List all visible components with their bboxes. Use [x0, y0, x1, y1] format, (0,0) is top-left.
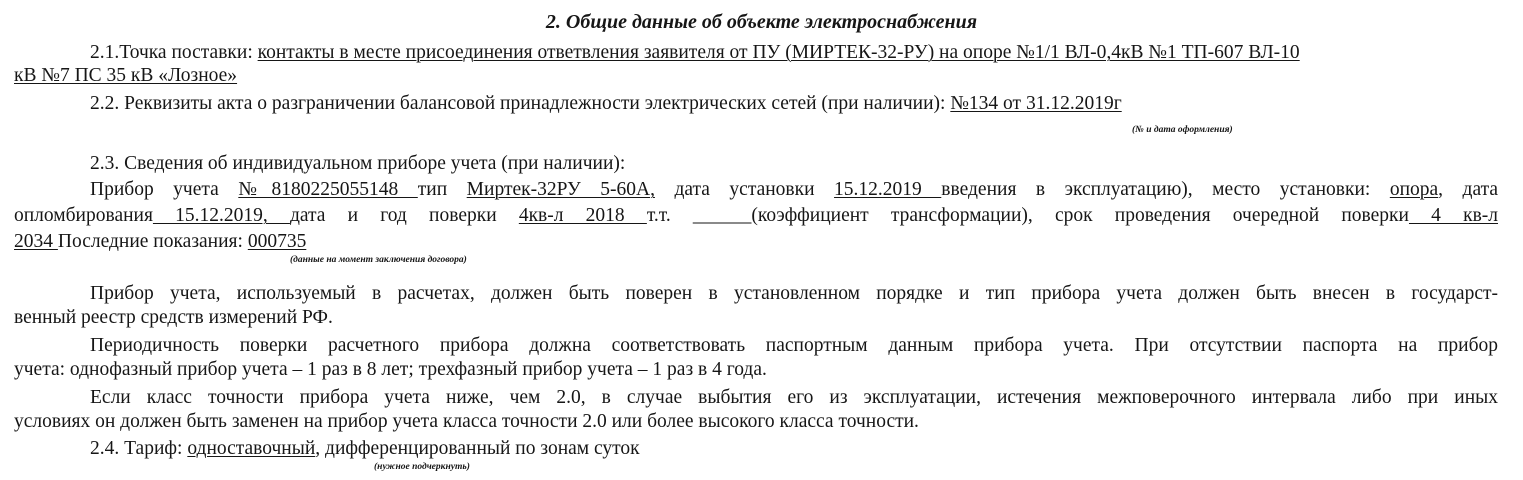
balance-act-note: (№ и дата оформления): [1132, 125, 1233, 135]
meter-type-label: тип: [417, 179, 467, 200]
para-periodicity-line1: Периодичность поверки расчетного прибора должна соответствовать паспортным данным прибора учета. При отсутствии паспорта на прибор: [90, 335, 1498, 356]
meter-number: №8180225055148: [238, 179, 418, 200]
last-reading-label: Последние показания:: [57, 231, 248, 252]
delivery-point-value: контакты в месте присоединения ответвления заявителя от ПУ (МИРТЕК-32-РУ) на опоре №1/1 ВЛ-0,4кВ №1 ТП-607 ВЛ-10: [257, 42, 1300, 63]
meter-info-line3: [14, 231, 306, 253]
meter-info-heading: 2.3. Сведения об индивидуальном приборе учета (при наличии):: [90, 153, 626, 174]
balance-act-value: №134 от 31.12.2019г: [950, 93, 1122, 114]
para-accuracy-line2: условиях он должен быть заменен на прибор учета класса точности 2.0 или более высокого класса точности.: [14, 411, 919, 432]
install-date-label: дата установки: [654, 179, 835, 200]
meter-info-note: (данные на момент заключения договора): [290, 255, 467, 265]
next-verification-date: 4 кв-л: [1408, 205, 1498, 226]
para-verification-line2: венный реестр средств измерений РФ.: [14, 307, 333, 328]
next-verification-year: 2034: [14, 231, 58, 252]
balance-act-label: 2.2. Реквизиты акта о разграничении балансовой принадлежности электрических сетей (при наличии):: [90, 93, 951, 114]
para-verification-line1: Прибор учета, используемый в расчетах, должен быть поверен в установленном порядке и тип прибора учета должен быть внесен в государст-: [90, 283, 1498, 304]
seal-date: 15.12.2019,: [152, 205, 290, 226]
verification-label: дата и год поверки: [289, 205, 519, 226]
delivery-point-label: 2.1.Точка поставки:: [90, 42, 258, 63]
last-reading-value: 000735: [247, 231, 307, 252]
meter-label: Прибор учета: [90, 179, 239, 200]
para-periodicity-line2: учета: однофазный прибор учета – 1 раз в 8 лет; трехфазный прибор учета – 1 раз в 4 года.: [14, 359, 767, 380]
section-title: 2. Общие данные об объекте электроснабжения: [545, 11, 978, 33]
install-place: опора: [1389, 179, 1439, 200]
para-accuracy-line1: Если класс точности прибора учета ниже, чем 2.0, в случае выбытия его из эксплуатации, истечения межповерочного интервала либо при иных: [90, 387, 1498, 408]
meter-info-line1: [90, 179, 1498, 201]
balance-act-line: [90, 93, 1122, 115]
next-verification-label: (коэффициент трансформации), срок проведения очередной поверки: [751, 205, 1409, 226]
meter-info-line2: [14, 205, 1498, 227]
delivery-point-line2: кВ №7 ПС 35 кВ «Лозное»: [14, 65, 238, 86]
install-place-label: введения в эксплуатацию), место установки:: [941, 179, 1390, 200]
tariff-separator: ,: [315, 438, 326, 459]
tt-label: т.т.: [646, 205, 693, 226]
meter-type: Миртек-32РУ 5-60А,: [466, 179, 655, 200]
seal-label: опломбирования: [14, 205, 153, 226]
seal-date-label-start: , дата: [1438, 179, 1499, 200]
tariff-option-single-rate: одноставочный: [187, 438, 316, 459]
tariff-option-zoned: дифференцированный по зонам суток: [325, 438, 640, 459]
install-date: 15.12.2019: [834, 179, 942, 200]
tariff-note: (нужное подчеркнуть): [374, 462, 470, 472]
tariff-line: [90, 438, 640, 460]
tt-blank: ______: [692, 205, 752, 226]
delivery-point-line1: [90, 42, 1300, 64]
verification-date: 4кв-л 2018: [518, 205, 647, 226]
tariff-label: 2.4. Тариф:: [90, 438, 188, 459]
